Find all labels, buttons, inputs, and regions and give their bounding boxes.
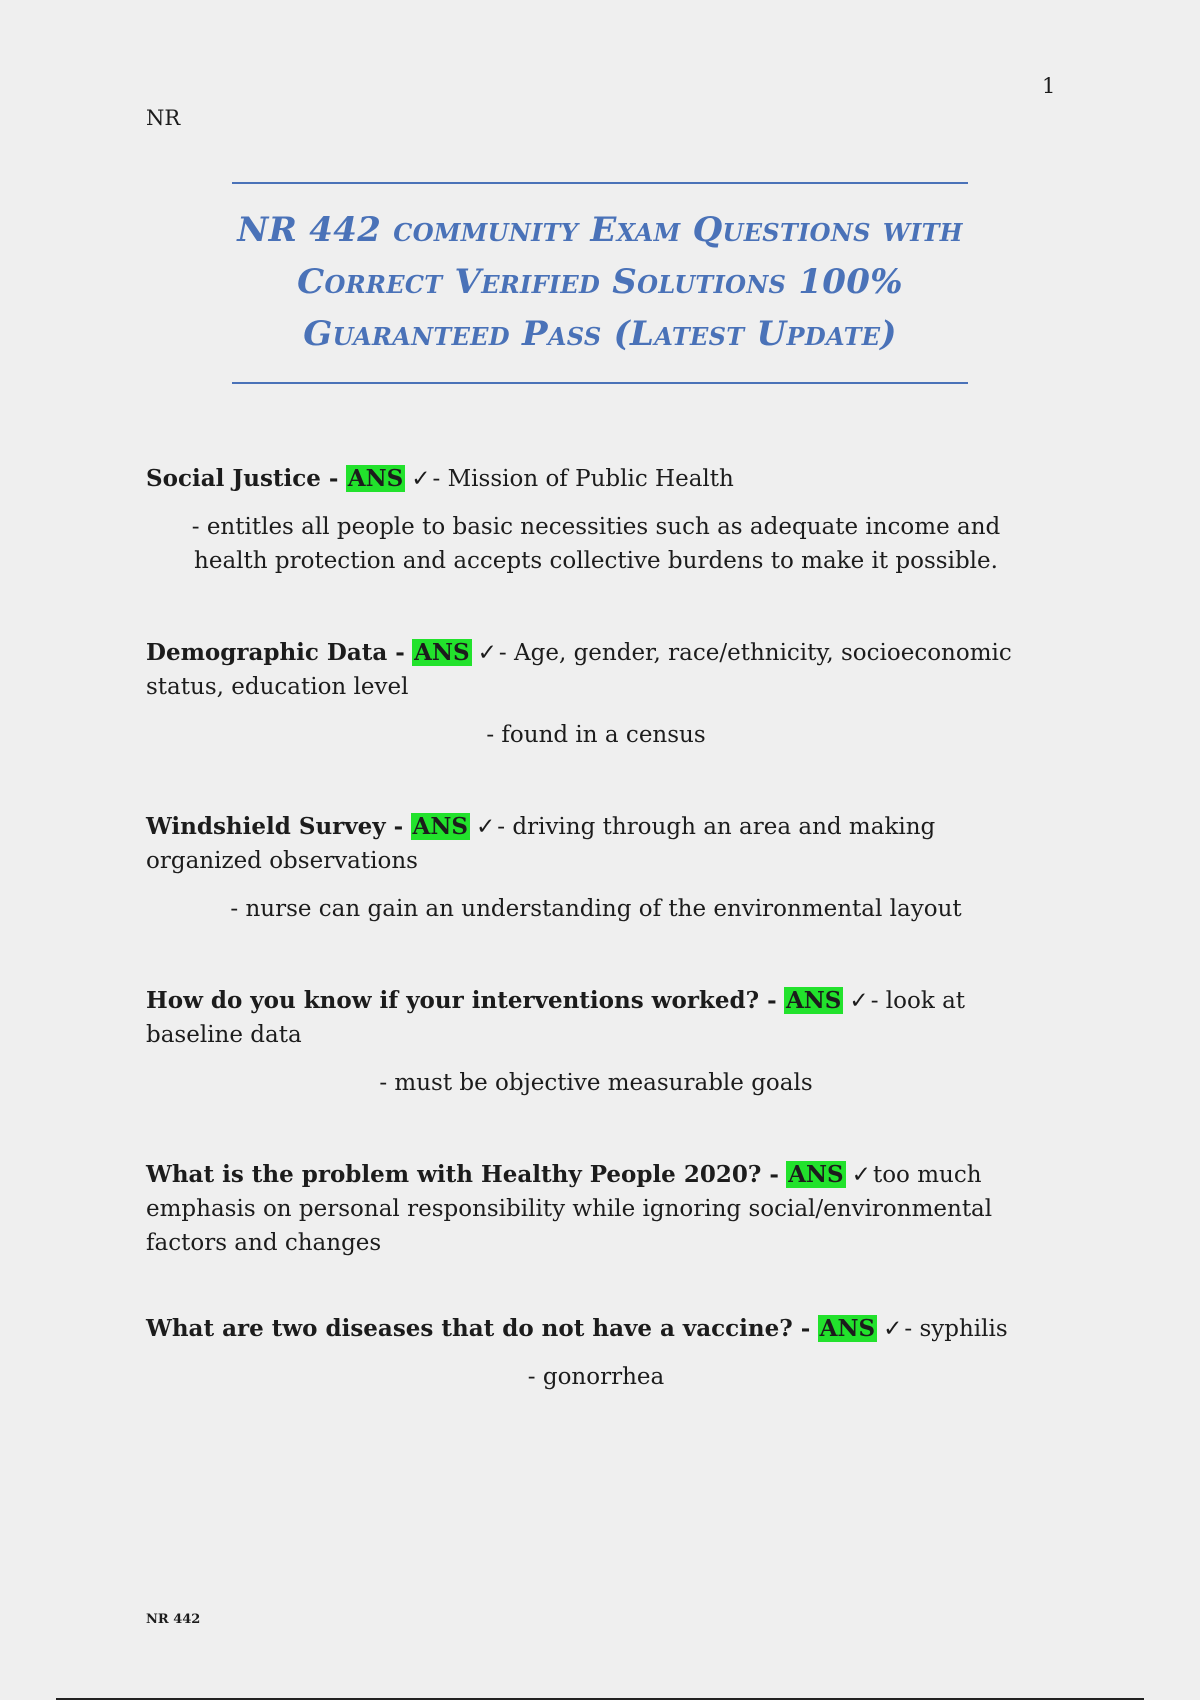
ans-badge: ANS: [785, 987, 842, 1014]
ans-badge: ANS: [788, 1161, 844, 1188]
question-text: What are two diseases that do not have a vaccine? -: [146, 1315, 811, 1342]
question-line: [146, 462, 1046, 496]
check-icon: ✓: [477, 640, 497, 666]
qa-item: [146, 462, 1046, 578]
header-label: NR: [146, 106, 181, 130]
qa-item: [146, 1158, 1046, 1260]
question-text: Demographic Data -: [146, 639, 405, 666]
question-line: [146, 636, 1046, 704]
answer-text: too much emphasis on personal responsibility while ignoring social/environmental factors and changes: [146, 1162, 993, 1256]
question-line: [146, 984, 1046, 1052]
answer-detail: - found in a census: [486, 722, 706, 748]
answer-text: - Age, gender, race/ethnicity, socioeconomic status, education level: [146, 640, 1012, 700]
ans-badge: ANS: [347, 465, 404, 492]
ans-badge: ANS: [412, 813, 468, 840]
question-text: Social Justice -: [146, 465, 339, 492]
question-text: How do you know if your interventions worked? -: [146, 987, 777, 1014]
title-block: [232, 182, 968, 384]
qa-item: [146, 810, 1046, 926]
question-line: [146, 810, 1046, 878]
check-icon: ✓: [851, 1162, 871, 1188]
check-icon: ✓: [411, 466, 431, 492]
answer-text: - driving through an area and making organized observations: [146, 814, 936, 874]
question-line: [146, 1312, 1046, 1346]
ans-badge: ANS: [819, 1315, 876, 1342]
page-number: 1: [1042, 74, 1056, 98]
qa-item: [146, 984, 1046, 1100]
question-text: Windshield Survey -: [146, 813, 404, 840]
answer-text: - look at baseline data: [146, 988, 966, 1048]
answer-text: - syphilis: [904, 1316, 1008, 1342]
ans-badge: ANS: [414, 639, 470, 666]
qa-item: [146, 636, 1046, 752]
title-line: Guaranteed Pass (Latest Update): [303, 314, 897, 354]
answer-detail: - entitles all people to basic necessities such as adequate income and health protection and accepts collective burdens to make it possible.: [191, 514, 1001, 574]
qa-list: [146, 462, 1046, 1452]
check-icon: ✓: [883, 1316, 903, 1342]
answer-detail: - gonorrhea: [527, 1364, 665, 1390]
document-title: [232, 204, 968, 360]
answer-text: - Mission of Public Health: [432, 466, 734, 492]
title-line: Correct Verified Solutions 100%: [297, 262, 903, 302]
title-line: NR 442 community Exam Questions with: [237, 210, 963, 250]
question-text: What is the problem with Healthy People 2020? -: [146, 1161, 779, 1188]
question-line: [146, 1158, 1046, 1260]
answer-detail: - nurse can gain an understanding of the environmental layout: [230, 896, 962, 922]
qa-item: [146, 1312, 1046, 1394]
footer-label: NR 442: [146, 1612, 201, 1627]
check-icon: ✓: [849, 988, 869, 1014]
check-icon: ✓: [476, 814, 496, 840]
answer-detail: - must be objective measurable goals: [379, 1070, 813, 1096]
